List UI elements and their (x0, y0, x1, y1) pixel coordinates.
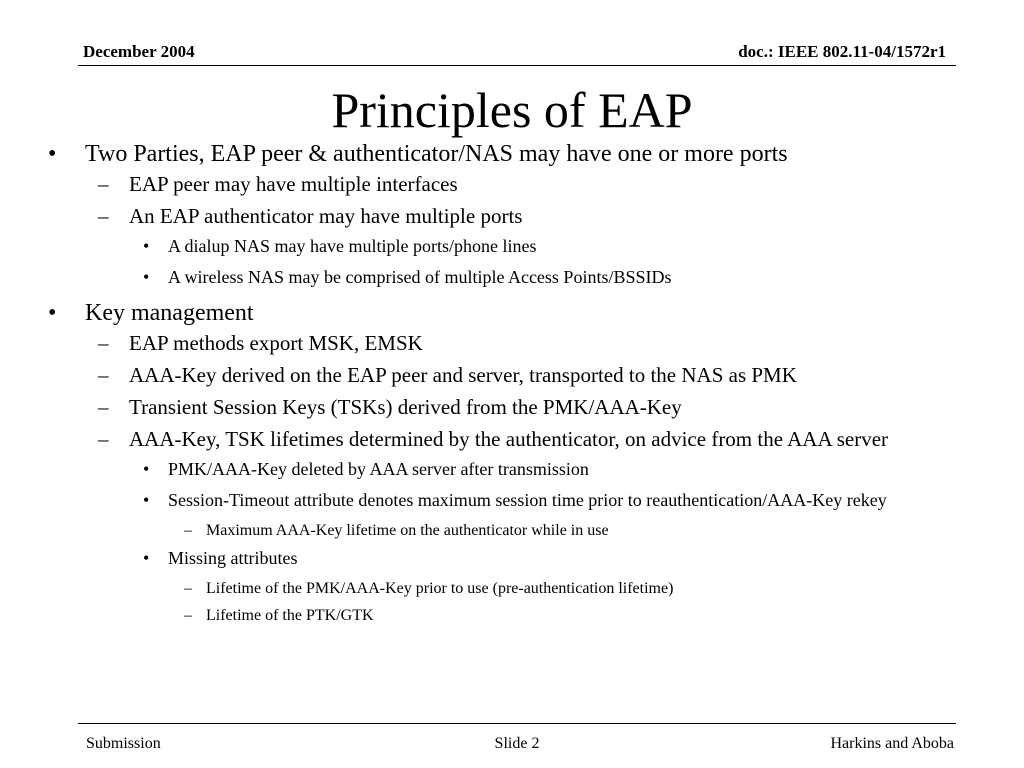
bullet-item (44, 298, 964, 328)
bullet-marker: • (143, 490, 150, 510)
bullet-item (44, 579, 964, 598)
footer-authors: Harkins and Aboba (830, 735, 954, 752)
bullet-marker: – (98, 204, 109, 228)
bullet-item (44, 427, 964, 451)
bullet-marker: – (98, 363, 109, 387)
bullet-text: EAP methods export MSK, EMSK (129, 331, 423, 355)
bullet-item (44, 548, 964, 569)
bullet-text: EAP peer may have multiple interfaces (129, 172, 458, 196)
bullet-item (44, 490, 964, 511)
bullet-text: Transient Session Keys (TSKs) derived from the PMK/AAA-Key (129, 395, 682, 419)
bullet-text: An EAP authenticator may have multiple ports (129, 204, 523, 228)
bullet-item (44, 172, 964, 196)
bullet-marker: • (48, 141, 57, 167)
bullet-text: AAA-Key derived on the EAP peer and server, transported to the NAS as PMK (129, 363, 797, 387)
bullet-text: PMK/AAA-Key deleted by AAA server after transmission (168, 459, 589, 479)
bullet-marker: • (143, 236, 150, 256)
bullet-item (44, 459, 964, 480)
slide-body (44, 139, 964, 633)
bullet-marker: – (184, 580, 192, 597)
bullet-marker: • (48, 300, 57, 326)
bullet-text: Maximum AAA-Key lifetime on the authenticator while in use (206, 522, 609, 539)
bullet-text: Two Parties, EAP peer & authenticator/NAS may have one or more ports (85, 141, 788, 167)
bullet-item (44, 331, 964, 355)
bullet-item (44, 606, 964, 625)
bullet-marker: – (184, 607, 192, 624)
header-doc-id: doc.: IEEE 802.11-04/1572r1 (738, 42, 946, 61)
bullet-text: Session-Timeout attribute denotes maximum session time prior to reauthentication/AAA-Key rekey (168, 490, 887, 510)
footer-divider (78, 723, 956, 724)
header-divider (78, 65, 956, 66)
bullet-marker: • (143, 267, 150, 287)
bullet-text: A dialup NAS may have multiple ports/phone lines (168, 236, 537, 256)
footer-slide-number: Slide 2 (494, 735, 540, 752)
bullet-item (44, 236, 964, 257)
bullet-item (44, 204, 964, 228)
bullet-text: Lifetime of the PMK/AAA-Key prior to use (pre-authentication lifetime) (206, 580, 674, 597)
bullet-item (44, 139, 964, 169)
bullet-marker: • (143, 459, 150, 479)
bullet-marker: – (98, 395, 109, 419)
bullet-item (44, 395, 964, 419)
bullet-marker: • (143, 548, 150, 568)
slide-title: Principles of EAP (331, 82, 693, 138)
bullet-text: A wireless NAS may be comprised of multiple Access Points/BSSIDs (168, 267, 672, 287)
footer-submission: Submission (86, 735, 161, 752)
bullet-marker: – (98, 172, 109, 196)
bullet-text: AAA-Key, TSK lifetimes determined by the authenticator, on advice from the AAA server (129, 427, 889, 451)
bullet-text: Missing attributes (168, 548, 298, 568)
bullet-marker: – (184, 522, 192, 539)
bullet-item (44, 363, 964, 387)
bullet-marker: – (98, 331, 109, 355)
bullet-item (44, 267, 964, 288)
bullet-text: Key management (85, 300, 254, 326)
bullet-text: Lifetime of the PTK/GTK (206, 607, 374, 624)
bullet-marker: – (98, 427, 109, 451)
header-date: December 2004 (83, 42, 195, 61)
bullet-item (44, 521, 964, 540)
